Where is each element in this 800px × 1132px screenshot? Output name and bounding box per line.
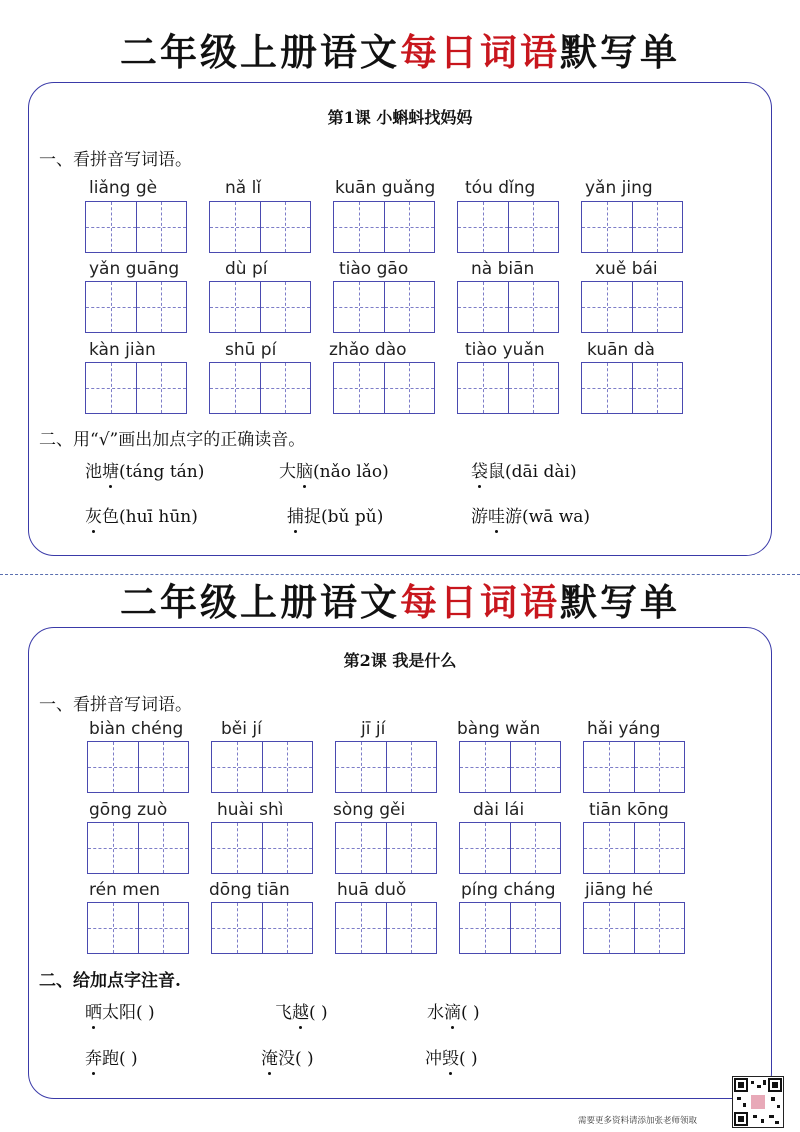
reading-choice-item[interactable] [85, 502, 198, 527]
writing-grid[interactable] [581, 281, 683, 333]
lesson1-panel [28, 82, 772, 556]
pinyin: yǎn jing [585, 178, 653, 198]
writing-grid[interactable] [335, 741, 437, 793]
pinyin: dù pí [225, 259, 268, 279]
footer-note: 需要更多资料请添加张老师领取 [578, 1116, 698, 1126]
pinyin: dài lái [473, 800, 525, 820]
emphasis-char: 灰 [85, 507, 102, 527]
emphasis-char: 哇 [488, 507, 505, 527]
writing-grid[interactable] [209, 281, 311, 333]
word-char: 太 [102, 1003, 119, 1023]
word-char: 没 [278, 1049, 295, 1069]
pinyin: tiān kōng [589, 800, 669, 820]
pinyin: sòng gěi [333, 800, 406, 820]
emphasis-char: 晒 [85, 1003, 102, 1023]
reading-choice-item[interactable] [85, 457, 204, 482]
reading-choice-item[interactable] [279, 457, 389, 482]
writing-grid[interactable] [457, 362, 559, 414]
pinyin: huài shì [217, 800, 284, 820]
lesson1-title: 第1课 小蝌蚪找妈妈 [327, 108, 473, 127]
pinyin: tiào yuǎn [465, 340, 545, 360]
writing-grid[interactable] [211, 822, 313, 874]
pinyin: shū pí [225, 340, 277, 360]
item-word [471, 507, 522, 527]
item-options: (táng tán) [119, 462, 205, 482]
item-word [85, 507, 119, 527]
pinyin: biàn chéng [89, 719, 184, 739]
pinyin: yǎn guāng [89, 259, 180, 279]
pinyin: tóu dǐng [465, 178, 536, 198]
word-char: 色 [102, 507, 119, 527]
pinyin: liǎng gè [89, 178, 158, 198]
emphasis-char: 越 [292, 1003, 309, 1023]
item-blank[interactable]: ( ) [459, 1049, 478, 1069]
writing-grid[interactable] [209, 362, 311, 414]
writing-grid[interactable] [85, 362, 187, 414]
writing-grid[interactable] [583, 741, 685, 793]
item-blank[interactable]: ( ) [309, 1003, 328, 1023]
item-blank[interactable]: ( ) [461, 1003, 480, 1023]
title-part2: 每日词语 [400, 30, 560, 74]
item-blank[interactable]: ( ) [136, 1003, 155, 1023]
lesson2-section2-heading: 二、给加点字注音. [39, 971, 181, 991]
word-char: 游 [471, 507, 488, 527]
pinyin: kàn jiàn [89, 340, 156, 360]
writing-grid[interactable] [581, 201, 683, 253]
writing-grid[interactable] [335, 822, 437, 874]
writing-grid[interactable] [583, 902, 685, 954]
word-char: 阳 [119, 1003, 136, 1023]
writing-grid[interactable] [87, 741, 189, 793]
writing-grid[interactable] [333, 362, 435, 414]
item-blank[interactable]: ( ) [119, 1049, 138, 1069]
item-options: (wā wa) [522, 507, 591, 527]
lesson2-title: 第2课 我是什么 [343, 651, 457, 670]
title-part3: 默写单 [560, 580, 680, 624]
emphasis-char: 淹 [261, 1049, 278, 1069]
item-word [85, 1003, 136, 1023]
writing-grid[interactable] [459, 741, 561, 793]
pinyin: jī jí [361, 719, 386, 739]
writing-grid[interactable] [87, 902, 189, 954]
cut-line-divider [0, 574, 800, 575]
emphasis-char: 滴 [444, 1003, 461, 1023]
pinyin: rén men [89, 880, 161, 900]
emphasis-char: 塘 [102, 462, 119, 482]
emphasis-char: 捕 [287, 507, 304, 527]
reading-choice-item[interactable] [471, 502, 590, 527]
word-char: 鼠 [488, 462, 505, 482]
phonetic-fill-item[interactable] [427, 998, 480, 1023]
qr-code-icon[interactable] [732, 1076, 784, 1128]
pinyin: nǎ lǐ [225, 178, 262, 198]
reading-choice-item[interactable] [471, 457, 577, 482]
title-part1: 二年级上册语文 [120, 580, 400, 624]
pinyin: běi jí [221, 719, 262, 739]
phonetic-fill-item[interactable] [275, 998, 328, 1023]
pinyin: xuě bái [595, 259, 658, 279]
writing-grid[interactable] [457, 201, 559, 253]
writing-grid[interactable] [457, 281, 559, 333]
item-options: (nǎo lǎo) [313, 462, 389, 482]
writing-grid[interactable] [87, 822, 189, 874]
pinyin: nà biān [471, 259, 535, 279]
emphasis-char: 毁 [442, 1049, 459, 1069]
writing-grid[interactable] [583, 822, 685, 874]
pinyin: tiào gāo [339, 259, 409, 279]
word-char: 大 [279, 462, 296, 482]
item-word [85, 1049, 119, 1069]
item-word [261, 1049, 295, 1069]
word-char: 水 [427, 1003, 444, 1023]
item-word [279, 462, 313, 482]
writing-grid[interactable] [85, 281, 187, 333]
sheet-title-2 [0, 580, 800, 624]
lesson2-panel [28, 627, 772, 1099]
lesson1-section2-heading: 二、用“√”画出加点字的正确读音。 [39, 430, 306, 450]
writing-grid[interactable] [209, 201, 311, 253]
phonetic-fill-item[interactable] [85, 998, 155, 1023]
phonetic-fill-item[interactable] [425, 1044, 478, 1069]
writing-grid[interactable] [211, 741, 313, 793]
pinyin: kuān dà [587, 340, 655, 360]
writing-grid[interactable] [85, 201, 187, 253]
item-word [287, 507, 321, 527]
word-char: 冲 [425, 1049, 442, 1069]
item-word [471, 462, 505, 482]
word-char: 捉 [304, 507, 321, 527]
writing-grid[interactable] [211, 902, 313, 954]
lesson2-section1-heading: 一、看拼音写词语。 [39, 695, 192, 715]
title-part2: 每日词语 [400, 580, 560, 624]
pinyin: dōng tiān [209, 880, 290, 900]
writing-grid[interactable] [459, 902, 561, 954]
word-char: 游 [505, 507, 522, 527]
item-options: (huī hūn) [119, 507, 198, 527]
word-char: 池 [85, 462, 102, 482]
title-part3: 默写单 [560, 30, 680, 74]
sheet-title-1 [0, 30, 800, 74]
reading-choice-item[interactable] [287, 502, 383, 527]
item-word [425, 1049, 459, 1069]
item-blank[interactable]: ( ) [295, 1049, 314, 1069]
item-word [275, 1003, 309, 1023]
word-char: 飞 [275, 1003, 292, 1023]
writing-grid[interactable] [581, 362, 683, 414]
pinyin: kuān guǎng [335, 178, 436, 198]
writing-grid[interactable] [459, 822, 561, 874]
pinyin: huā duǒ [337, 880, 407, 900]
writing-grid[interactable] [335, 902, 437, 954]
item-options: (bǔ pǔ) [321, 507, 384, 527]
pinyin: gōng zuò [89, 800, 168, 820]
writing-grid[interactable] [333, 281, 435, 333]
word-char: 跑 [102, 1049, 119, 1069]
emphasis-char: 奔 [85, 1049, 102, 1069]
pinyin: píng cháng [461, 880, 556, 900]
phonetic-fill-item[interactable] [261, 1044, 314, 1069]
item-options: (dāi dài) [505, 462, 577, 482]
title-part1: 二年级上册语文 [120, 30, 400, 74]
pinyin: jiāng hé [585, 880, 654, 900]
pinyin: zhǎo dào [329, 340, 407, 360]
emphasis-char: 袋 [471, 462, 488, 482]
lesson1-section1-heading: 一、看拼音写词语。 [39, 150, 192, 170]
emphasis-char: 脑 [296, 462, 313, 482]
pinyin: bàng wǎn [457, 719, 541, 739]
item-word [85, 462, 119, 482]
writing-grid[interactable] [333, 201, 435, 253]
phonetic-fill-item[interactable] [85, 1044, 138, 1069]
pinyin: hǎi yáng [587, 719, 661, 739]
item-word [427, 1003, 461, 1023]
